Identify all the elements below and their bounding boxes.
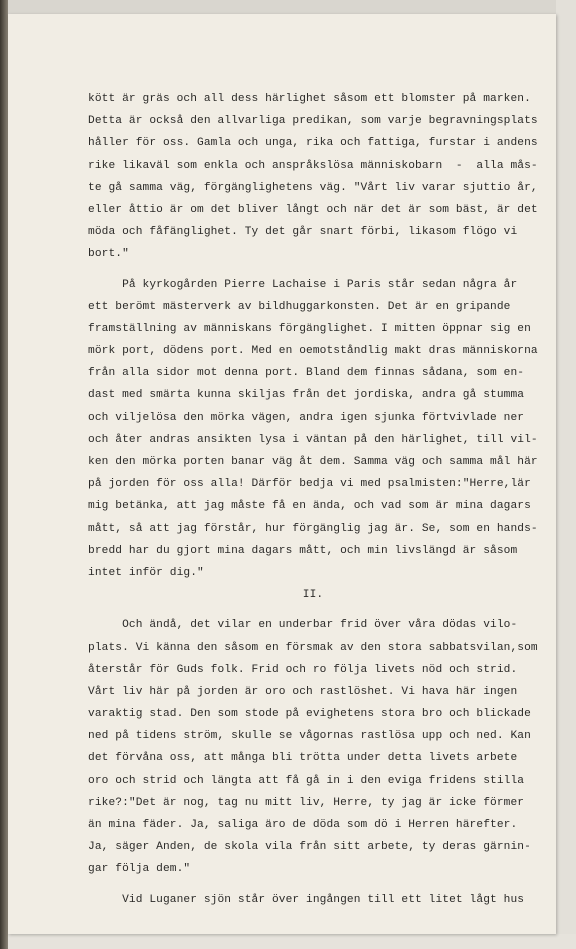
text-line: eller åttio är om det bliver långt och när det är som bäst, är det <box>88 203 538 216</box>
paragraph-1 <box>88 88 538 266</box>
text-line: Vårt liv här på jorden är oro och rastlöshet. Vi hava här ingen <box>88 685 518 698</box>
text-line: det förvåna oss, att många bli trötta under detta livets arbete <box>88 752 518 765</box>
text-line: återstår för Guds folk. Frid och ro följa livets nöd och strid. <box>88 663 518 676</box>
text-line: och åter andras ansikten lysa i väntan på den härlighet, till vil- <box>88 433 538 446</box>
scan-margin-bottom <box>8 934 576 949</box>
text-line: än mina fäder. Ja, saliga äro de döda som dö i Herren härefter. <box>88 819 518 831</box>
text-line: på jorden för oss alla! Därför bedja vi med psalmisten:"Herre,lär <box>88 478 531 491</box>
text-line: och viljelösa den mörka vägen, andra igen sjunka förtvivlade ner <box>88 411 525 424</box>
section-heading: II. <box>302 589 324 602</box>
text-line: från alla sidor mot denna port. Bland dem finnas sådana, som en- <box>88 367 525 380</box>
text-line: dast med smärta kunna skiljas från det jordiska, andra gå stumma <box>88 389 525 402</box>
text-line: ken den mörka porten banar väg åt dem. Samma väg och samma mål här <box>88 456 538 468</box>
text-line: Ja, säger Anden, de skola vila från sitt arbete, ty deras gärnin- <box>88 841 531 854</box>
book-binding-edge <box>0 0 8 949</box>
text-line: Detta är också den allvarliga predikan, som varje begravningsplats <box>88 115 538 128</box>
text-line: gar följa dem." <box>88 863 191 876</box>
text-line: varaktig stad. Den som stode på evighetens stora bro och blickade <box>88 708 531 721</box>
text-line: ett berömt mästerverk av bildhuggarkonsten. Det är en gripande <box>88 300 511 313</box>
text-line: håller för oss. Gamla och unga, rika och fattiga, furstar i andens <box>88 137 538 150</box>
text-line: ned på tidens ström, skulle se vågornas rastlösa upp och ned. Kan <box>88 730 531 743</box>
text-line: framställning av människans förgänglighet. I mitten öppnar sig en <box>88 322 531 335</box>
page-text <box>88 88 538 911</box>
text-line: möda och fåfänglighet. Ty det går snart förbi, likasom flögo vi <box>88 226 518 239</box>
text-line: kött är gräs och all dess härlighet såsom ett blomster på marken. <box>88 93 531 105</box>
text-line: plats. Vi känna den såsom en försmak av den stora sabbatsvilan,som <box>88 641 538 654</box>
text-line: rike?:"Det är nog, tag nu mitt liv, Herre, ty jag är icke förmer <box>88 796 525 809</box>
text-line: rike likaväl som enkla och anspråkslösa människobarn - alla mås- <box>88 159 538 172</box>
text-line: mörk port, dödens port. Med en oemotståndlig makt dras människorna <box>88 345 538 358</box>
text-line: bort." <box>88 248 129 261</box>
paragraph-2 <box>88 274 538 585</box>
text-line: Vid Luganer sjön står över ingången till ett litet lågt hus <box>88 893 525 906</box>
scan-margin-right <box>556 0 576 949</box>
paragraph-4 <box>88 889 538 911</box>
text-line: mig betänka, att jag måste få en ända, och vad som är mina dagars <box>88 500 531 513</box>
text-line: te gå samma väg, förgänglighetens väg. "Vårt liv varar sjuttio år, <box>88 181 538 194</box>
text-line: Och ändå, det vilar en underbar frid över våra dödas vilo- <box>88 619 518 632</box>
paragraph-3 <box>88 614 538 880</box>
text-line: oro och strid och längta att få gå in i den eviga fridens stilla <box>88 774 525 787</box>
text-line: intet inför dig." <box>88 566 204 579</box>
text-line: mått, så att jag förstår, hur förgänglig jag är. Se, som en hands- <box>88 522 538 535</box>
text-line: På kyrkogården Pierre Lachaise i Paris står sedan några år <box>88 278 518 291</box>
text-line: bredd har du gjort mina dagars mått, och min livslängd är såsom <box>88 544 518 557</box>
